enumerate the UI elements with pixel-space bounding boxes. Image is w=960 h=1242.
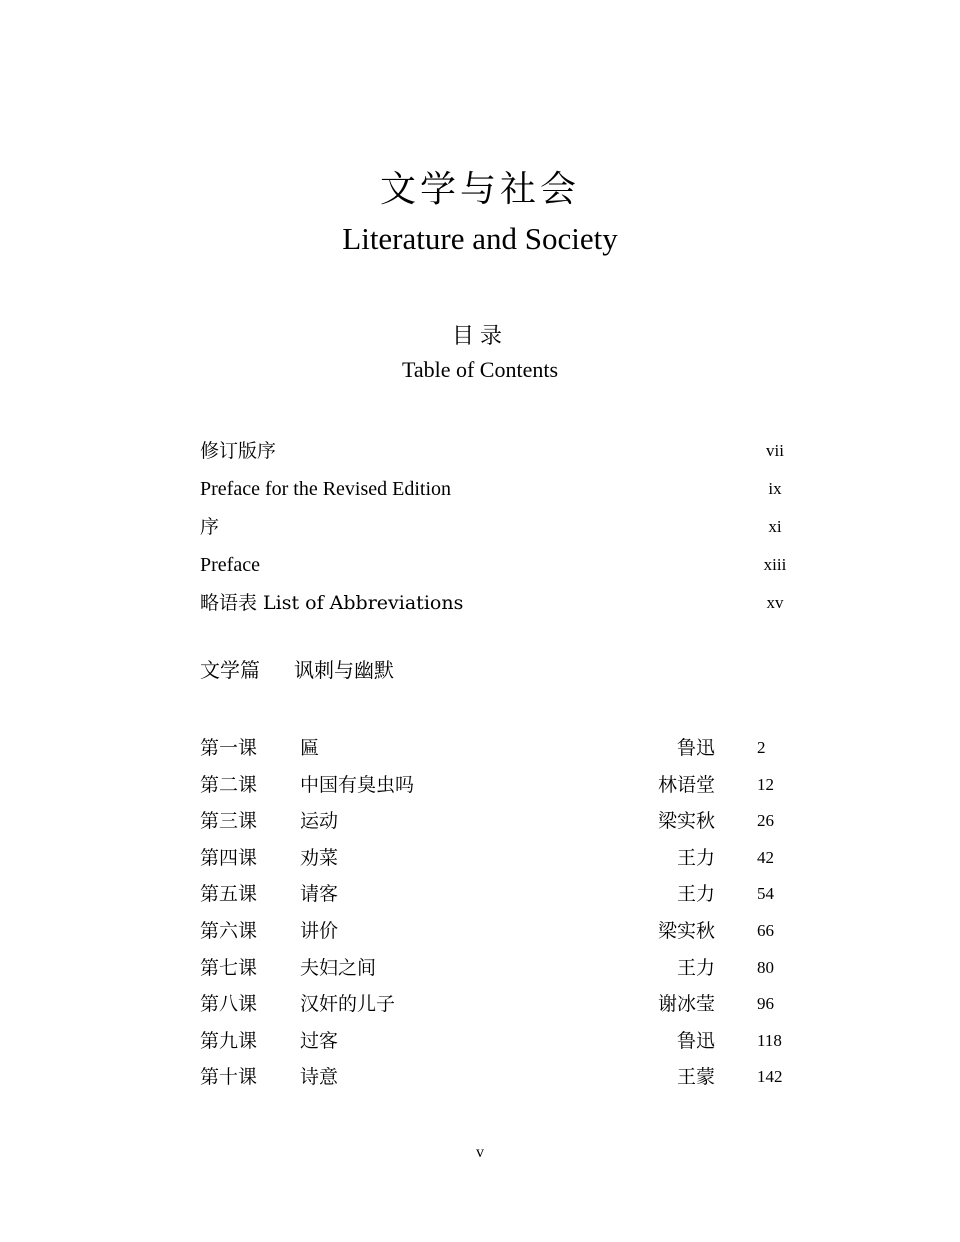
lesson-title: 匾 (300, 737, 320, 759)
lesson-page-number: 54 (757, 884, 774, 904)
front-matter-page-number: xiii (763, 555, 787, 574)
lesson-number: 第三课 (200, 810, 258, 833)
book-title-english: Literature and Society (342, 221, 618, 256)
lesson-row[interactable] (200, 876, 810, 913)
front-matter-page-number: ix (768, 479, 782, 498)
page-footer (0, 1144, 960, 1162)
lesson-row[interactable] (200, 767, 810, 804)
lesson-number: 第九课 (200, 1029, 258, 1052)
lesson-number: 第一课 (200, 737, 258, 759)
lesson-title: 劝菜 (300, 846, 339, 869)
lesson-row[interactable] (200, 913, 810, 950)
toc-heading-chinese: 目录 (451, 324, 508, 349)
lesson-author: 梁实秋 (657, 810, 715, 833)
section-heading (200, 655, 394, 685)
lesson-row[interactable] (200, 803, 810, 840)
front-matter-page-number: xi (768, 517, 782, 536)
toc-heading-block (0, 322, 960, 385)
lesson-page-number: 118 (757, 1030, 782, 1050)
lesson-author: 梁实秋 (657, 919, 715, 942)
lesson-title: 讲价 (300, 919, 339, 942)
lesson-number: 第五课 (200, 883, 258, 906)
front-matter-page-number: xv (766, 593, 784, 612)
toc-heading-english: Table of Contents (401, 357, 559, 382)
lesson-row[interactable] (200, 730, 810, 767)
lesson-page-number: 26 (757, 811, 774, 831)
lesson-title: 诗意 (300, 1066, 339, 1089)
lesson-number: 第六课 (200, 919, 258, 942)
book-title-chinese: 文学与社会 (379, 169, 580, 210)
front-matter-page-number: vii (766, 441, 784, 460)
lesson-title: 中国有臭虫吗 (300, 773, 415, 796)
lesson-author: 王力 (676, 846, 715, 869)
lesson-page-number: 2 (757, 738, 766, 757)
footer-page-number: v (476, 1144, 484, 1161)
lesson-number: 第二课 (200, 773, 258, 796)
front-matter-row[interactable] (200, 470, 810, 508)
lesson-author: 林语堂 (657, 773, 715, 796)
lesson-page-number: 96 (757, 994, 774, 1014)
front-matter-list (200, 432, 810, 622)
front-matter-label: 修订版序 (200, 440, 277, 462)
lesson-author: 鲁迅 (676, 1029, 715, 1052)
front-matter-row[interactable] (200, 546, 810, 584)
lesson-author: 谢冰莹 (657, 993, 715, 1016)
front-matter-label: Preface (200, 554, 260, 576)
lesson-page-number: 12 (757, 774, 774, 794)
lesson-page-number: 66 (757, 920, 774, 940)
book-title-block (0, 168, 960, 260)
lesson-row[interactable] (200, 840, 810, 877)
lesson-number: 第七课 (200, 956, 258, 979)
lesson-author: 王力 (676, 956, 715, 979)
front-matter-row[interactable] (200, 432, 810, 470)
lesson-list (200, 730, 810, 1096)
front-matter-row[interactable] (200, 508, 810, 546)
lesson-title: 汉奸的儿子 (300, 993, 396, 1016)
front-matter-label: 略语表 List of Abbreviations (200, 592, 464, 614)
front-matter-row[interactable] (200, 584, 810, 622)
lesson-number: 第四课 (200, 846, 258, 869)
lesson-page-number: 142 (757, 1067, 783, 1087)
lesson-number: 第八课 (200, 993, 258, 1016)
lesson-title: 夫妇之间 (300, 956, 377, 979)
lesson-page-number: 42 (757, 847, 774, 867)
lesson-number: 第十课 (200, 1066, 258, 1089)
lesson-author: 王力 (676, 883, 715, 906)
front-matter-label: Preface for the Revised Edition (200, 478, 452, 500)
section-heading-subtitle: 讽刺与幽默 (294, 658, 394, 682)
lesson-row[interactable] (200, 950, 810, 987)
front-matter-label: 序 (200, 516, 220, 538)
lesson-title: 请客 (300, 883, 339, 906)
lesson-title: 运动 (300, 810, 339, 833)
lesson-row[interactable] (200, 1059, 810, 1096)
lesson-row[interactable] (200, 1023, 810, 1060)
lesson-author: 王蒙 (676, 1066, 715, 1089)
lesson-author: 鲁迅 (676, 737, 715, 759)
lesson-title: 过客 (300, 1029, 339, 1052)
section-heading-label: 文学篇 (200, 658, 260, 682)
lesson-page-number: 80 (757, 957, 774, 977)
lesson-row[interactable] (200, 986, 810, 1023)
